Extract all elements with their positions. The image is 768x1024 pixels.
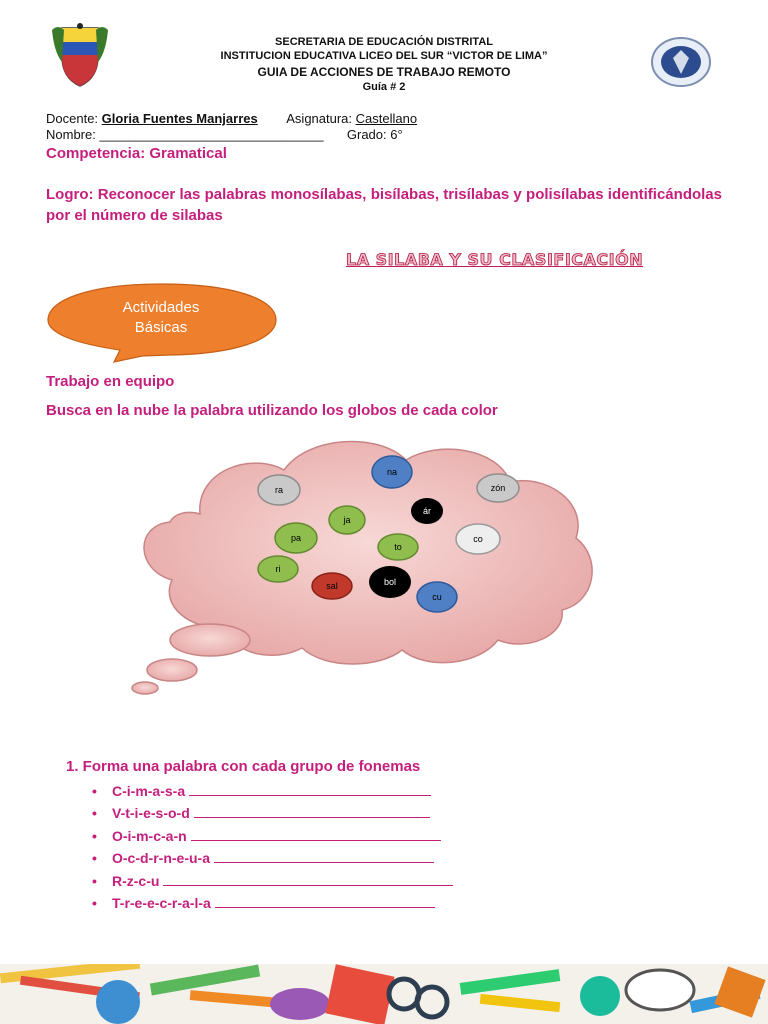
bubble-line-1: Actividades <box>122 299 200 316</box>
header-institucion: INSTITUCION EDUCATIVA LICEO DEL SUR “VICTOR DE LIMA” <box>220 50 548 62</box>
syllable-globe-ja <box>329 506 365 534</box>
exercise-item <box>112 825 453 847</box>
school-seal-icon <box>650 36 712 88</box>
busca-instruction: Busca en la nube la palabra utilizando los globos de cada color <box>46 402 498 419</box>
globe-label-ar: ár <box>422 506 432 516</box>
exercise-item <box>112 802 453 824</box>
globe-label-cu: cu <box>432 592 442 602</box>
globe-label-ra: ra <box>274 485 284 495</box>
nombre-blank: _______________________________ <box>99 127 324 142</box>
grado-value: 6° <box>390 127 403 142</box>
section-title: LA SILABA Y SU CLASIFICACIÓN <box>346 250 644 269</box>
globe-label-to: to <box>394 542 402 552</box>
exercise-item <box>112 892 453 914</box>
syllable-globe-cu <box>417 582 457 612</box>
asignatura-label: Asignatura: <box>286 111 353 126</box>
exercise-item <box>112 870 453 892</box>
answer-blank <box>194 803 430 818</box>
globe-label-co: co <box>473 534 483 544</box>
exercise-item-text: O-i-m-c-a-n <box>112 827 187 844</box>
syllable-cloud <box>126 430 600 700</box>
syllable-globe-ra <box>258 475 300 505</box>
nombre-label: Nombre: <box>46 127 96 142</box>
header-guia-number: Guía # 2 <box>362 81 406 93</box>
trabajo-en-equipo: Trabajo en equipo <box>46 373 175 390</box>
actividades-bubble-text <box>46 298 276 338</box>
grado-label: Grado: <box>346 127 387 142</box>
header-guia-title: GUIA DE ACCIONES DE TRABAJO REMOTO <box>257 65 511 79</box>
answer-blank <box>215 893 435 908</box>
exercise-item-text: T-r-e-e-c-r-a-l-a <box>112 894 211 911</box>
competencia: Competencia: Gramatical <box>46 145 227 162</box>
header-secretaria: SECRETARIA DE EDUCACIÓN DISTRITAL <box>275 36 493 48</box>
syllable-globe-bol <box>369 566 411 598</box>
nombre-line <box>46 127 403 142</box>
logro: Logro: Reconocer las palabras monosílabas, bisílabas, trisílabas y polisílabas identificándolas por el número de silabas <box>46 186 722 224</box>
syllable-globe-co <box>456 524 500 554</box>
answer-blank <box>191 826 441 841</box>
exercise-title: 1. Forma una palabra con cada grupo de fonemas <box>66 758 421 775</box>
docente-line <box>46 111 417 126</box>
answer-blank <box>214 848 434 863</box>
syllable-globe-ar <box>411 498 443 524</box>
docente-label: Docente: <box>46 111 99 126</box>
syllable-globe-zon <box>477 474 519 502</box>
exercise-item <box>112 847 453 869</box>
exercise-item-text: R-z-c-u <box>112 872 160 889</box>
globe-label-sal: sal <box>326 581 338 591</box>
globe-label-bol: bol <box>383 577 397 587</box>
syllable-globe-ri <box>258 556 298 582</box>
exercise-item <box>112 780 453 802</box>
globe-label-pa: pa <box>290 533 302 543</box>
exercise-item-text: C-i-m-a-s-a <box>112 783 186 799</box>
answer-blank <box>163 871 453 886</box>
syllable-globe-sal <box>312 573 352 599</box>
exercise-list <box>112 780 453 914</box>
syllable-globe-to <box>378 534 418 560</box>
globe-label-zon: zón <box>490 483 506 493</box>
bubble-line-2: Básicas <box>134 319 188 336</box>
docente-value: Gloria Fuentes Manjarres <box>101 111 258 126</box>
asignatura-value: Castellano <box>355 111 418 126</box>
school-supplies-footer-icon <box>0 964 768 1024</box>
exercise-item-text: O-c-d-r-n-e-u-a <box>112 850 210 867</box>
syllable-globe-na <box>372 456 412 488</box>
exercise-item-text: V-t-i-e-s-o-d <box>112 805 190 822</box>
globe-label-ja: ja <box>343 515 351 525</box>
answer-blank <box>189 781 431 796</box>
globe-label-ri: ri <box>275 564 281 574</box>
syllable-globe-pa <box>275 523 317 553</box>
globe-label-na: na <box>386 467 398 477</box>
